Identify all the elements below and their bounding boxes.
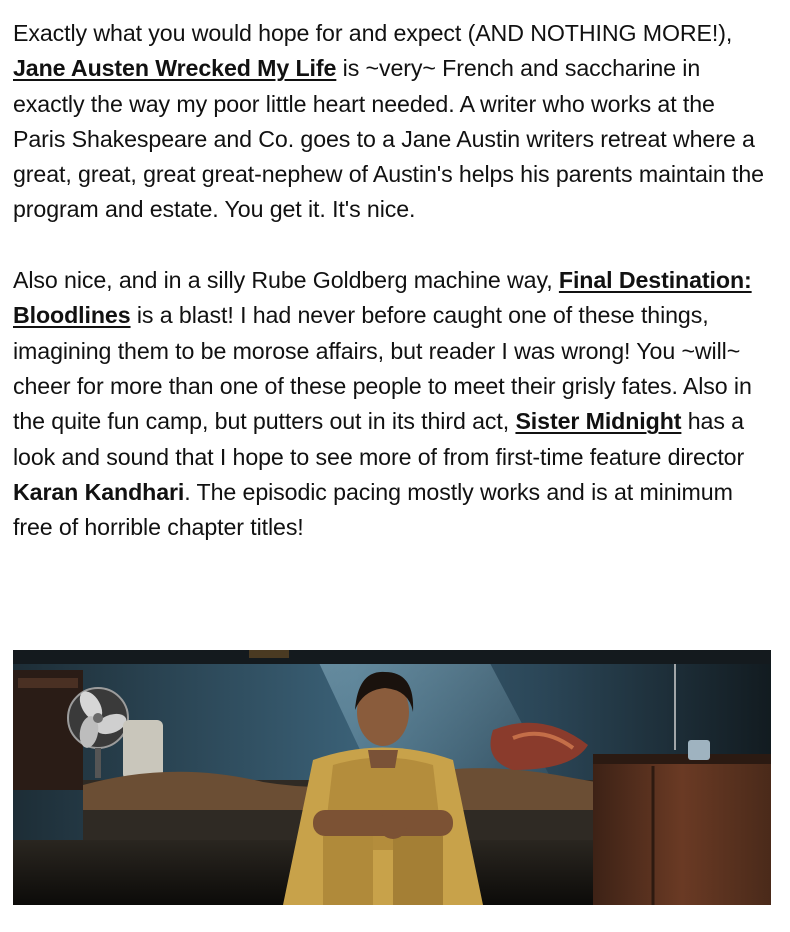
paragraph-text: . The episodic pacing mostly works and is at minimum free of horrible chapter titles! [13, 478, 733, 541]
paragraph-jane-austen [13, 16, 768, 228]
film-still-illustration [13, 650, 771, 905]
bag [123, 720, 163, 780]
cabinet [593, 760, 771, 905]
jane-austen-wrecked-my-life-link[interactable]: Jane Austen Wrecked My Life [13, 55, 337, 82]
director-name: Karan Kandhari [13, 478, 185, 505]
paragraph-text: is a blast! I had never before caught one of these things, imagining them to be morose affairs, but reader I was wrong! You ~will~ cheer for more than one of these people to meet their grisly fates. Also in the quite fun camp, but putters out in its third act, [13, 302, 752, 435]
film-still-image [13, 650, 771, 905]
paragraph-text: is ~very~ French and saccharine in exactly the way my poor little heart needed. A writer who works at the Paris Shakespeare and Co. goes to a Jane Austin writers retreat where a great, great, great great-nephew of Austin's helps his parents maintain the program and estate. You get it. It's nice. [13, 55, 764, 223]
sister-midnight-link[interactable]: Sister Midnight [515, 408, 682, 435]
paragraph-text: has a look and sound that I hope to see more of from first-time feature director [13, 408, 745, 470]
paragraph-text: Exactly what you would hope for and expect (AND NOTHING MORE!), [13, 20, 733, 46]
paragraph-text: Also nice, and in a silly Rube Goldberg machine way, [13, 267, 559, 294]
cup [688, 740, 710, 760]
final-destination-bloodlines-link[interactable]: Final Destination: Bloodlines [13, 267, 752, 329]
paragraph-final-destination [13, 263, 768, 545]
